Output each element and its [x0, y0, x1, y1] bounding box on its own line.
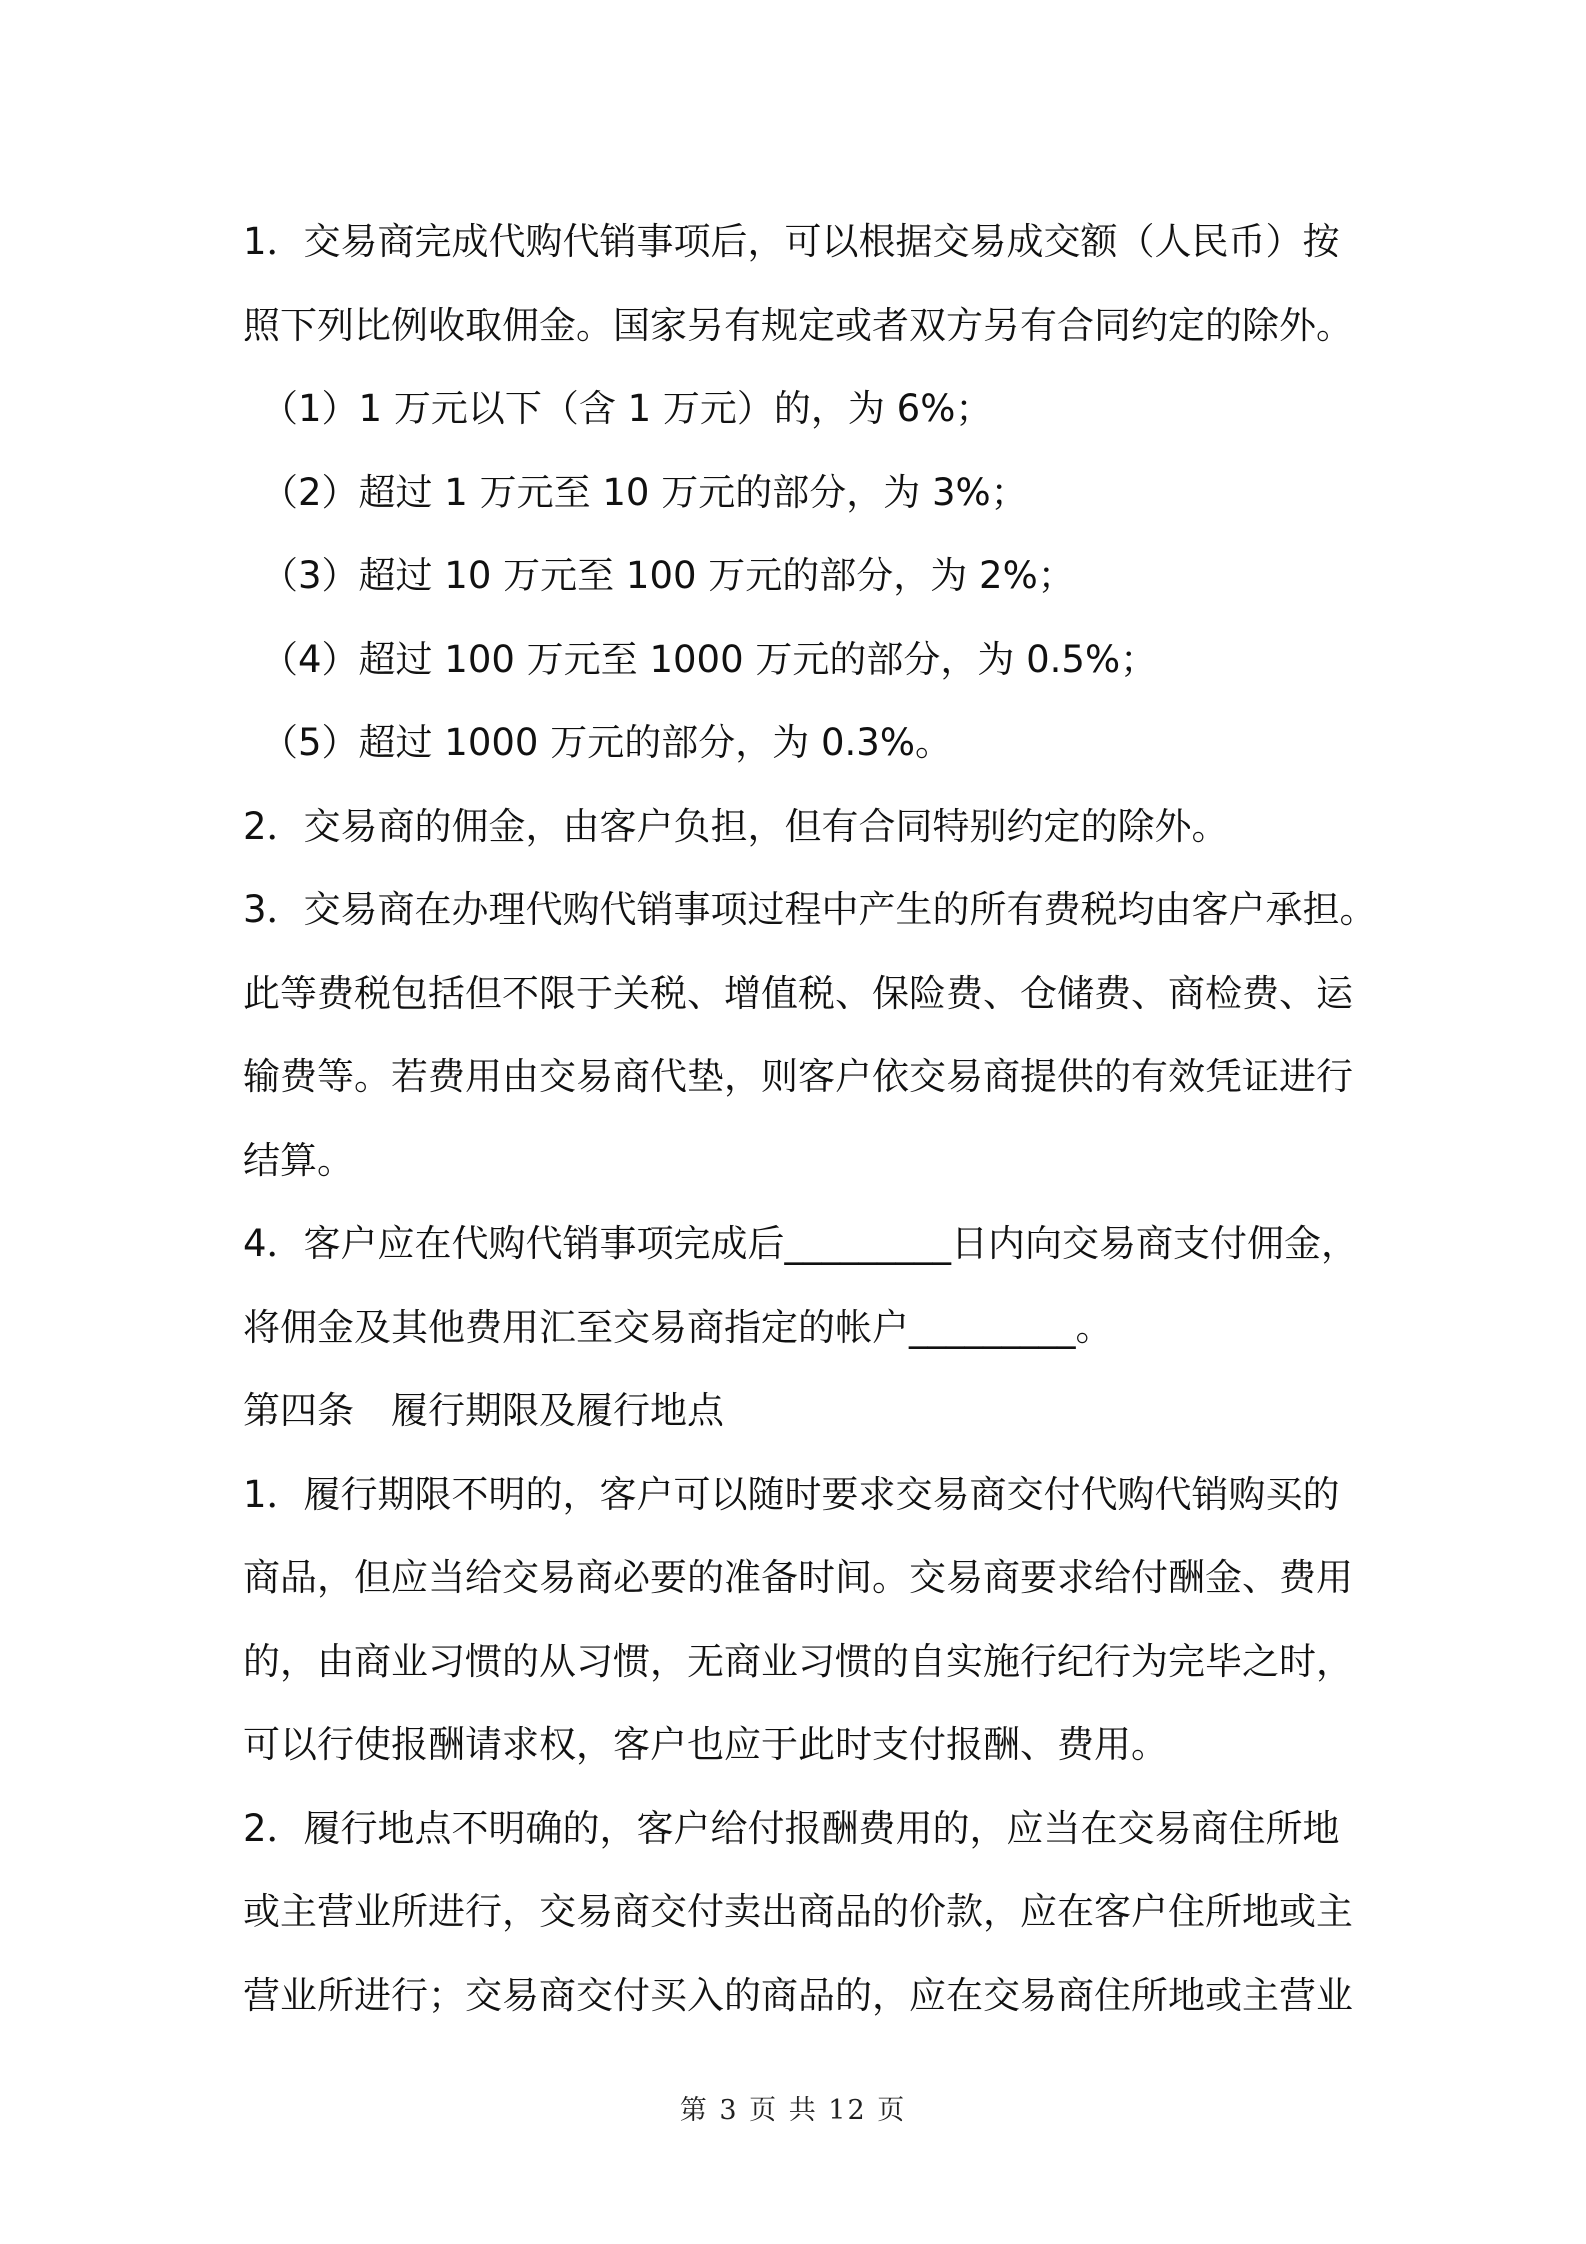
paragraph-line: 或主营业所进行，交易商交付卖出商品的价款，应在客户住所地或主: [243, 1890, 1353, 1933]
list-item: （4）超过 100 万元至 1000 万元的部分，为 0.5%；: [261, 637, 1158, 681]
page-number: 第 3 页 共 12 页: [679, 2095, 907, 2126]
paragraph-line: 4．客户应在代购代销事项完成后_________日内向交易商支付佣金，: [243, 1222, 1359, 1265]
list-item: （3）超过 10 万元至 100 万元的部分，为 2%；: [261, 554, 1075, 597]
paragraph-line: 可以行使报酬请求权，客户也应于此时支付报酬、费用。: [243, 1723, 1168, 1766]
list-item: （2）超过 1 万元至 10 万元的部分，为 3%；: [261, 470, 1028, 514]
paragraph-line: 商品，但应当给交易商必要的准备时间。交易商要求给付酬金、费用: [243, 1556, 1353, 1599]
paragraph-line: 3．交易商在办理代购代销事项过程中产生的所有费税均由客户承担。: [243, 888, 1377, 931]
list-item: （1）1 万元以下（含 1 万元）的，为 6%；: [261, 387, 993, 430]
paragraph-line: 将佣金及其他费用汇至交易商指定的帐户_________。: [243, 1305, 1113, 1349]
section-heading: 第四条 履行期限及履行地点: [243, 1389, 724, 1432]
paragraph-line: 此等费税包括但不限于关税、增值税、保险费、仓储费、商检费、运: [243, 971, 1353, 1015]
paragraph-line: 2．履行地点不明确的，客户给付报酬费用的，应当在交易商住所地: [243, 1806, 1340, 1850]
list-item: （5）超过 1000 万元的部分，为 0.3%。: [261, 721, 952, 764]
paragraph-line: 2．交易商的佣金，由客户负担，但有合同特别约定的除外。: [243, 804, 1229, 848]
document-body: [243, 200, 1377, 2037]
paragraph-line: 的，由商业习惯的从习惯，无商业习惯的自实施行纪行为完毕之时，: [243, 1639, 1353, 1683]
paragraph-line: 1．交易商完成代购代销事项后，可以根据交易成交额（人民币）按: [243, 220, 1340, 263]
paragraph-line: 结算。: [243, 1138, 354, 1182]
paragraph-line: 输费等。若费用由交易商代垫，则客户依交易商提供的有效凭证进行: [243, 1055, 1353, 1098]
paragraph-line: 1．履行期限不明的，客户可以随时要求交易商交付代购代销购买的: [243, 1472, 1340, 1516]
paragraph-line: 照下列比例收取佣金。国家另有规定或者双方另有合同约定的除外。: [243, 303, 1353, 347]
paragraph-line: 营业所进行；交易商交付买入的商品的，应在交易商住所地或主营业: [243, 1973, 1353, 2017]
